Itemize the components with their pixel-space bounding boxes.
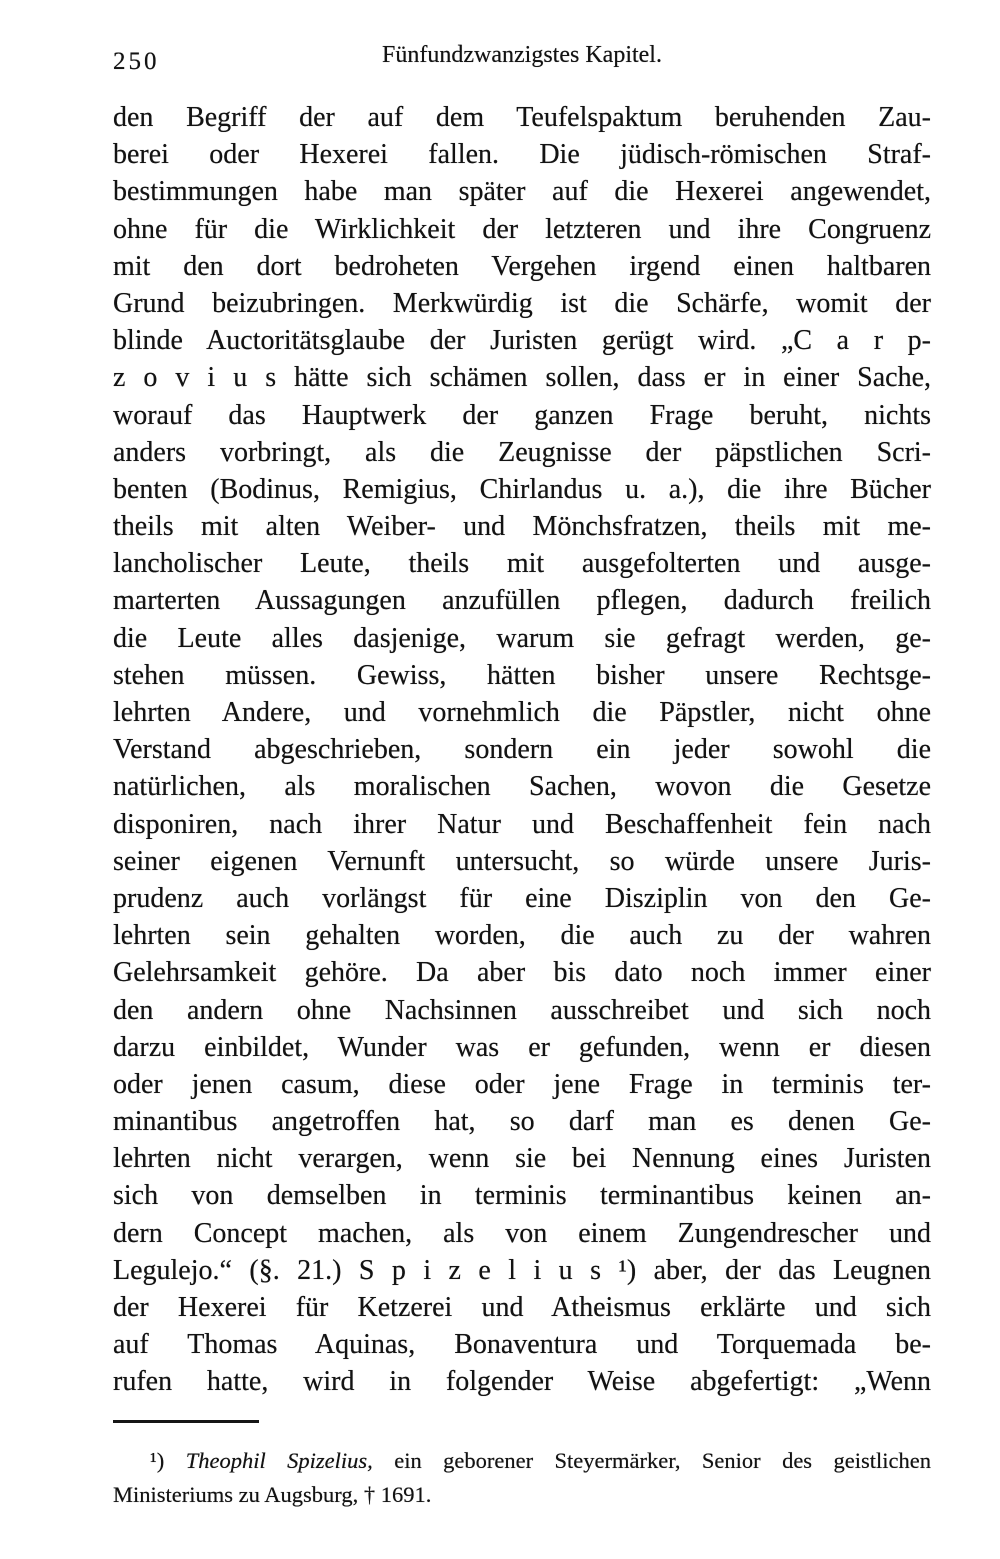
text-line: den Begriff der auf dem Teufelspaktum beruhenden Zau- xyxy=(113,102,931,133)
text-line: disponiren, nach ihrer Natur und Beschaffenheit fein nach xyxy=(113,808,931,840)
text-line: sich von demselben in terminis terminantibus keinen an- xyxy=(113,1180,931,1212)
text-line: worauf das Hauptwerk der ganzen Frage beruht, nichts xyxy=(113,399,931,431)
text-line: ohne für die Wirklichkeit der letzteren und ihre Congruenz xyxy=(113,213,931,245)
text-line: darzu einbildet, Wunder was er gefunden, wenn er diesen xyxy=(113,1031,931,1063)
footnote xyxy=(113,1444,931,1512)
text-line: Gelehrsamkeit gehöre. Da aber bis dato noch immer einer xyxy=(113,957,931,989)
text-line: natürlichen, als moralischen Sachen, wovon die Gesetze xyxy=(113,771,931,803)
text-line: prudenz auch vorlängst für eine Disziplin von den Ge- xyxy=(113,882,931,914)
text-line: stehen müssen. Gewiss, hätten bisher unsere Rechtsge- xyxy=(113,659,931,691)
footnote-line-2: Ministeriums zu Augsburg, † 1691. xyxy=(113,1482,432,1507)
text-line: oder jenen casum, diese oder jene Frage in terminis ter- xyxy=(113,1068,931,1100)
text-line: lehrten sein gehalten worden, die auch zu der wahren xyxy=(113,920,931,952)
page-number: 250 xyxy=(113,48,160,75)
text-line: Grund beizubringen. Merkwürdig ist die Schärfe, womit der xyxy=(113,287,931,319)
text-line: Verstand abgeschrieben, sondern ein jeder sowohl die xyxy=(113,734,931,766)
footnote-marker: ¹) xyxy=(150,1448,186,1473)
text-line: lehrten Andere, und vornehmlich die Päpstler, nicht ohne xyxy=(113,697,931,728)
text-line: theils mit alten Weiber- und Mönchsfratzen, theils mit me- xyxy=(113,511,931,543)
text-line: lehrten nicht verargen, wenn sie bei Nennung eines Juristen xyxy=(113,1143,931,1175)
footnote-separator-rule xyxy=(113,1420,259,1423)
footnote-line-1 xyxy=(113,1444,931,1478)
text-line: den andern ohne Nachsinnen ausschreibet und sich noch xyxy=(113,994,931,1026)
text-line: der Hexerei für Ketzerei und Atheismus erklärte und sich xyxy=(113,1292,931,1323)
text-line: die Leute alles dasjenige, warum sie gefragt werden, ge- xyxy=(113,622,931,654)
footnote-text: ein geborener Steyermärker, Senior des geistlichen xyxy=(372,1448,931,1473)
text-line: lancholischer Leute, theils mit ausgefolterten und ausge- xyxy=(113,548,931,580)
text-line: minantibus angetroffen hat, so darf man es denen Ge- xyxy=(113,1106,931,1138)
text-line: seiner eigenen Vernunft untersucht, so würde unsere Juris- xyxy=(113,845,931,877)
text-line: benten (Bodinus, Remigius, Chirlandus u. a.), die ihre Bücher xyxy=(113,473,931,505)
text-line: mit den dort bedroheten Vergehen irgend einen haltbaren xyxy=(113,250,931,282)
text-line: dern Concept machen, als von einem Zungendrescher und xyxy=(113,1217,931,1249)
text-line: rufen hatte, wird in folgender Weise abgefertigt: „Wenn xyxy=(113,1366,931,1398)
chapter-title: Fünfundzwanzigstes Kapitel. xyxy=(382,42,662,68)
text-line: anders vorbringt, als die Zeugnisse der päpstlichen Scri- xyxy=(113,436,931,468)
body-text xyxy=(113,99,931,1401)
text-line: marterten Aussagungen anzufüllen pflegen, dadurch freilich xyxy=(113,585,931,617)
text-line: blinde Auctoritätsglaube der Juristen gerügt wird. „C a r p- xyxy=(113,325,931,357)
text-line: bestimmungen habe man später auf die Hexerei angewendet, xyxy=(113,176,931,208)
footnote-author-name: Theophil Spizelius, xyxy=(185,1448,373,1473)
text-line: Legulejo.“ (§. 21.) S p i z e l i u s ¹) aber, der das Leugnen xyxy=(113,1254,931,1286)
text-line: z o v i u s hätte sich schämen sollen, dass er in einer Sache, xyxy=(113,362,931,394)
text-line: auf Thomas Aquinas, Bonaventura und Torquemada be- xyxy=(113,1329,931,1361)
running-header xyxy=(113,42,931,76)
text-line: berei oder Hexerei fallen. Die jüdisch-römischen Straf- xyxy=(113,139,931,171)
